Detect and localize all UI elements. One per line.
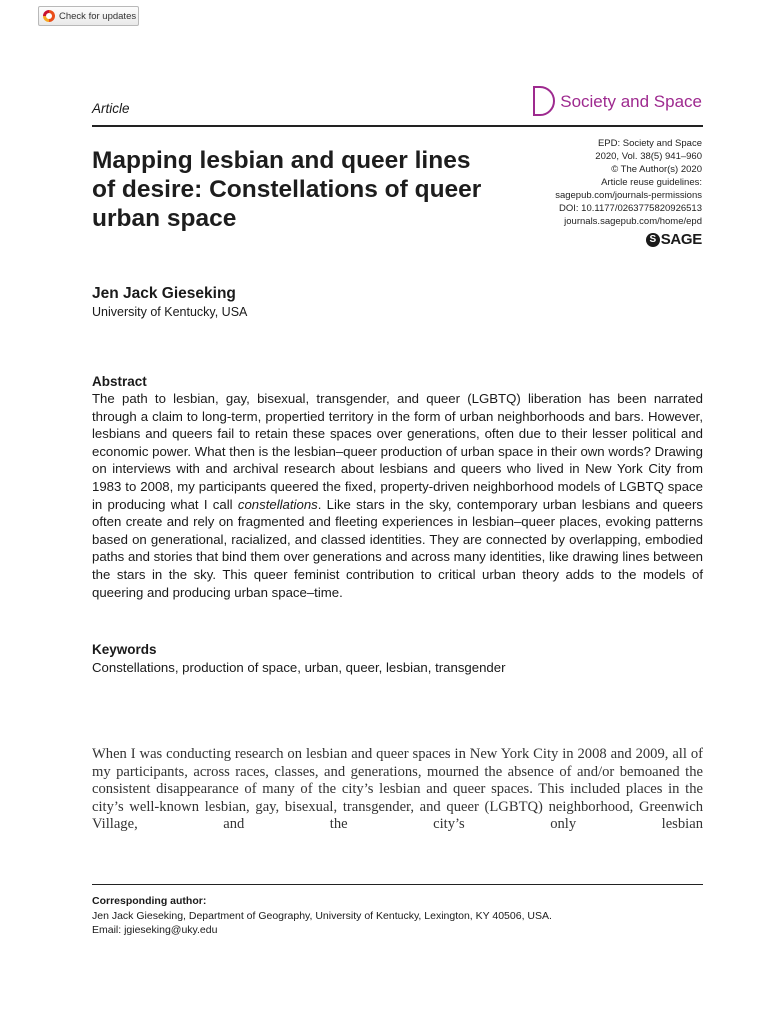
meta-reuse-label: Article reuse guidelines: (601, 177, 702, 188)
body-paragraph: When I was conducting research on lesbian and queer spaces in New York City in 2008 and 2009, all of my participants, across races, classes, and generations, mourned the absence of and/or bemoaned the consistent disappearance of many of the city’s lesbian and queer spaces. This included places in the city’s well-known lesbian, gay, bisexual, transgender, and queer (LGBTQ) neighborhood, Greenwich Village, and the city’s only lesbian (92, 746, 703, 833)
keywords-list: Constellations, production of space, urban, queer, lesbian, transgender (92, 660, 506, 675)
sage-logo-icon: S (646, 233, 660, 247)
footnote-divider (92, 884, 703, 885)
publication-metadata (502, 137, 702, 228)
check-for-updates-label: Check for updates (59, 10, 137, 22)
abstract-text (92, 390, 703, 601)
meta-doi[interactable]: DOI: 10.1177/0263775820926513 (559, 203, 702, 214)
abstract-text-part-1: The path to lesbian, gay, bisexual, transgender, and queer (LGBTQ) liberation has been narrated through a claim to long-term, propertied territory in the form of urban neighborhoods and bars. However, lesbians and queers fail to retain these spaces over generations, often due to their lesser political and economic power. What then is the lesbian–queer production of urban space in their own words? Drawing on interviews with and archival research about lesbians and queers who lived in New York City from 1983 to 2008, my participants queered the fixed, property-driven neighborhood models of LGBTQ space in producing what I call (92, 391, 703, 512)
meta-journal: EPD: Society and Space (597, 138, 702, 149)
footnote-email[interactable]: Email: jgieseking@uky.edu (92, 924, 218, 936)
publisher-name: SAGE (660, 231, 702, 248)
meta-home-link[interactable]: journals.sagepub.com/home/epd (564, 216, 702, 227)
journal-name: Society and Space (560, 92, 702, 111)
footnote-heading: Corresponding author: (92, 895, 207, 907)
abstract-emphasis: constellations (237, 496, 318, 512)
publisher-logo (646, 231, 702, 248)
check-for-updates-button[interactable] (38, 6, 139, 26)
author-name: Jen Jack Gieseking (92, 285, 236, 302)
meta-volume: 2020, Vol. 38(5) 941–960 (595, 151, 702, 162)
keywords-heading: Keywords (92, 642, 157, 657)
journal-brand (533, 86, 702, 116)
meta-copyright: © The Author(s) 2020 (611, 164, 702, 175)
footnote-address: Jen Jack Gieseking, Department of Geography, University of Kentucky, Lexington, KY 40506, USA. (92, 909, 552, 922)
meta-reuse-link[interactable]: sagepub.com/journals-permissions (555, 190, 702, 201)
check-updates-icon (43, 10, 55, 22)
article-title: Mapping lesbian and queer lines of desire: Constellations of queer urban space (92, 147, 482, 232)
author-affiliation: University of Kentucky, USA (92, 305, 248, 319)
abstract-heading: Abstract (92, 374, 147, 389)
journal-logo-icon (533, 86, 555, 116)
article-type-label: Article (92, 101, 130, 116)
footnote (92, 894, 703, 938)
abstract-text-part-2: . Like stars in the sky, contemporary urban lesbians and queers often create and rely on fragmented and fleeting experiences in lesbian–queer places, evoking patterns based on generational, racialized, and classed identities. They are connected by overlapping, embodied paths and stories that bind them over generations and across many identities, like drawing lines between the stars in the sky. This queer feminist contribution to critical urban theory adds to the models of queering and producing urban space–time. (92, 496, 703, 600)
header-divider (92, 125, 703, 127)
